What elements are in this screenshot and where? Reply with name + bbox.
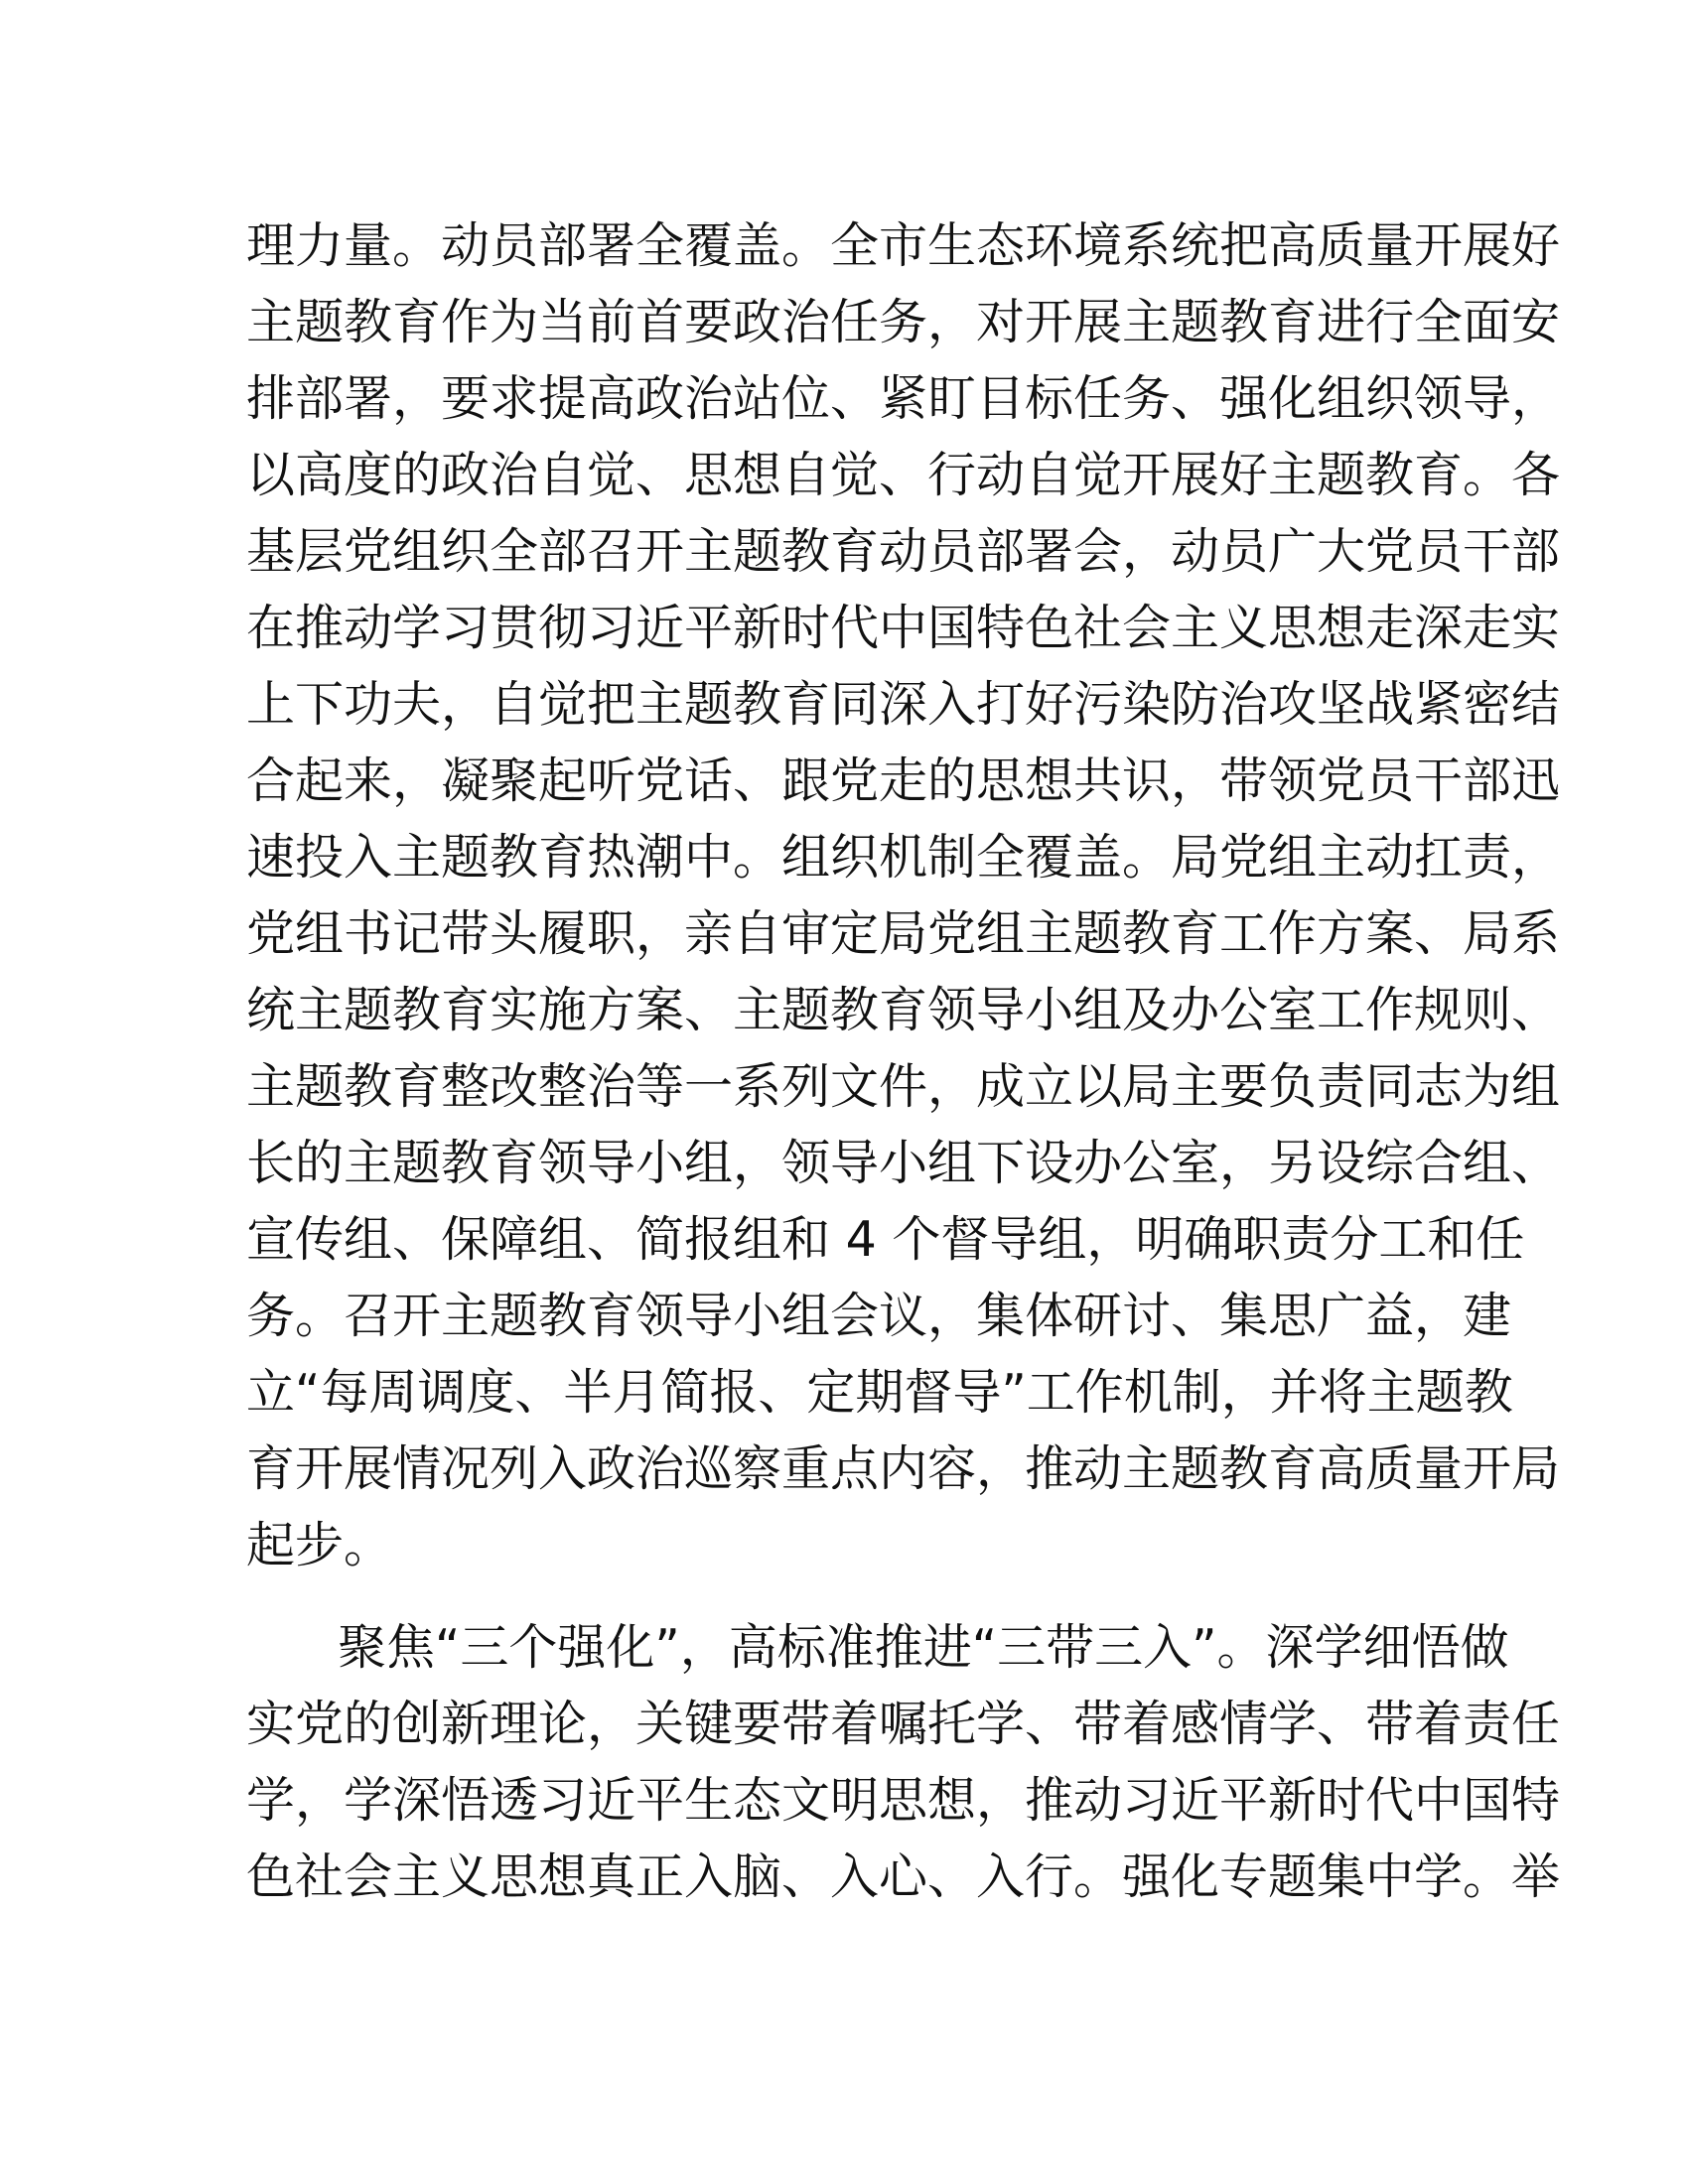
text-line: 实党的创新理论，关键要带着嘱托学、带着感情学、带着责任 bbox=[246, 1696, 1561, 1752]
body-paragraph-2 bbox=[246, 1609, 1561, 1915]
text-line: 党组书记带头履职，亲自审定局党组主题教育工作方案、局系 bbox=[246, 905, 1561, 962]
text-line: 理力量。动员部署全覆盖。全市生态环境系统把高质量开展好 bbox=[246, 217, 1561, 274]
text-line: 排部署，要求提高政治站位、紧盯目标任务、强化组织领导， bbox=[246, 370, 1561, 427]
text-line: 在推动学习贯彻习近平新时代中国特色社会主义思想走深走实 bbox=[246, 600, 1561, 656]
text-line: 育开展情况列入政治巡察重点内容，推动主题教育高质量开局 bbox=[246, 1440, 1561, 1497]
text-line: 聚焦“三个强化”，高标准推进“三带三入”。深学细悟做 bbox=[338, 1619, 1509, 1676]
text-line: 务。召开主题教育领导小组会议，集体研讨、集思广益，建 bbox=[246, 1288, 1512, 1344]
text-line: 起步。 bbox=[246, 1517, 393, 1573]
text-line: 合起来，凝聚起听党话、跟党走的思想共识，带领党员干部迅 bbox=[246, 752, 1561, 809]
text-line: 色社会主义思想真正入脑、入心、入行。强化专题集中学。举 bbox=[246, 1848, 1561, 1905]
text-line: 学，学深悟透习近平生态文明思想，推动习近平新时代中国特 bbox=[246, 1772, 1561, 1829]
text-line: 以高度的政治自觉、思想自觉、行动自觉开展好主题教育。各 bbox=[246, 447, 1561, 503]
text-line: 上下功夫，自觉把主题教育同深入打好污染防治攻坚战紧密结 bbox=[246, 676, 1561, 733]
text-line: 基层党组织全部召开主题教育动员部署会，动员广大党员干部 bbox=[246, 523, 1561, 580]
text-line: 宣传组、保障组、简报组和 4 个督导组，明确职责分工和任 bbox=[246, 1211, 1525, 1268]
text-line: 主题教育整改整治等一系列文件，成立以局主要负责同志为组 bbox=[246, 1058, 1561, 1115]
text-line: 立“每周调度、半月简报、定期督导”工作机制，并将主题教 bbox=[246, 1364, 1513, 1421]
text-line: 长的主题教育领导小组，领导小组下设办公室，另设综合组、 bbox=[246, 1135, 1561, 1191]
text-line: 主题教育作为当前首要政治任务，对开展主题教育进行全面安 bbox=[246, 294, 1561, 350]
body-paragraph-1 bbox=[246, 207, 1561, 1583]
text-line: 统主题教育实施方案、主题教育领导小组及办公室工作规则、 bbox=[246, 982, 1561, 1038]
text-line: 速投入主题教育热潮中。组织机制全覆盖。局党组主动扛责， bbox=[246, 829, 1561, 886]
